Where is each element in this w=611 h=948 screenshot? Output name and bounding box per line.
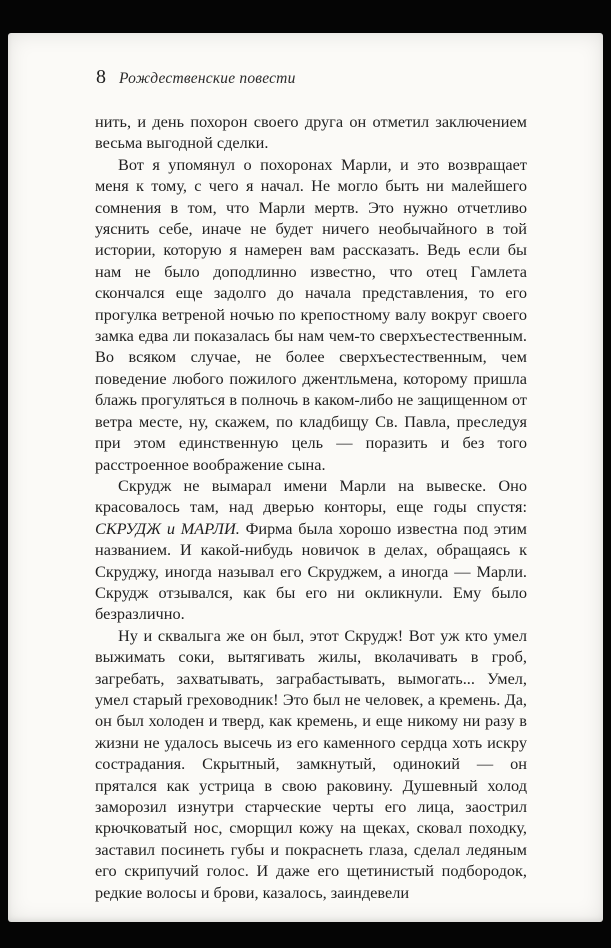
book-page xyxy=(8,33,603,922)
text-segment: Скрудж не вымарал имени Марли на вывеске. Оно красовалось там, над дверью конторы, еще годы спустя: xyxy=(95,475,527,517)
text-segment: нить, и день похорон своего друга он отметил заключением весьма выгодной сделки. xyxy=(95,112,527,153)
running-title: Рождественские повести xyxy=(119,70,296,87)
paragraph xyxy=(95,111,527,154)
page-header xyxy=(96,65,527,89)
text-segment: Вот я упомянул о похоронах Марли, и это возвращает меня к тому, с чего я начал. Не могло быть ни малейшего сомнения в том, что Марли мертв. Это нужно отчетливо уяснить себе, иначе не будет ничего необычайного в той истории, которую я намерен вам рассказать. Ведь если бы нам не было доподлинно известно, что отец Гамлета скончался еще задолго до начала представления, то его прогулка ветреной ночью по крепостному валу вокруг своего замка едва ли показалась бы нам чем-то сверхъестественным. Во всяком случае, не более сверхъестественным, чем поведение любого пожилого джентльмена, которому пришла блажь прогуляться в полночь в каком-либо не защищенном от ветра месте, ну, скажем, по кладбищу Св. Павла, преследуя при этом единственную цель — поразить и без того расстроенное воображение сына. xyxy=(95,154,527,474)
text-block xyxy=(95,111,527,903)
page-number: 8 xyxy=(96,66,106,88)
paragraph xyxy=(95,475,527,625)
paragraph xyxy=(95,154,527,475)
text-segment: Фирма была хорошо известна под этим названием. И какой-нибудь новичок в делах, обращаясь к Скруджу, иногда называл его Скруджем, а иногда — Марли. Скрудж отзывался, как бы его ни окликнули. Ему было безразлично. xyxy=(95,518,527,624)
text-segment: СКРУДЖ и МАРЛИ. xyxy=(95,518,240,538)
text-segment: Ну и сквалыга же он был, этот Скрудж! Вот уж кто умел выжимать соки, вытягивать жилы, вколачивать в гроб, загребать, захватывать, заграбастывать, вымогать... Умел, умел старый греховодник! Это был не человек, а кремень. Да, он был холоден и тверд, как кремень, и еще никому ни разу в жизни не удалось высечь из его каменного сердца хоть искру сострадания. Скрытный, замкнутый, одинокий — он прятался как устрица в свою раковину. Душевный холод заморозил изнутри старческие черты его лица, заострил крючковатый нос, сморщил кожу на щеках, сковал походку, заставил посинеть губы и покраснеть глаза, сделал ледяным его скрипучий голос. И даже его щетинистый подбородок, редкие волосы и брови, казалось, заиндевели xyxy=(95,625,527,902)
paragraph xyxy=(95,625,527,903)
